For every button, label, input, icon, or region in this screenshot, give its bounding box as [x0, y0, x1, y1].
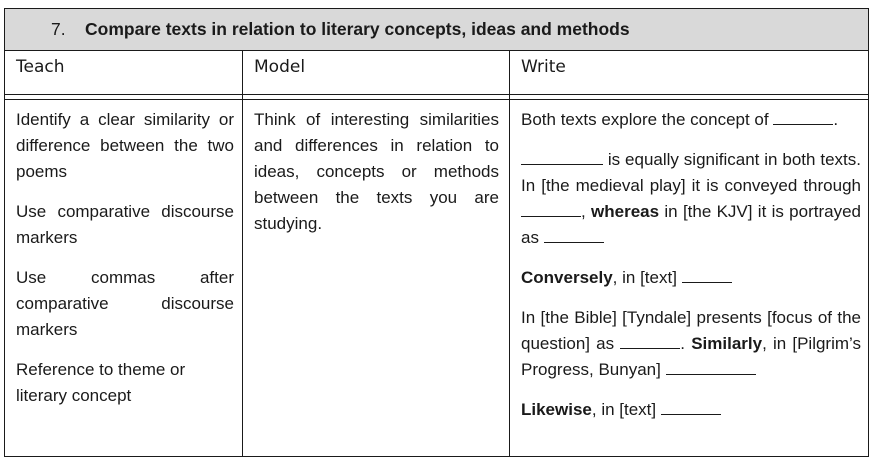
answer-blank[interactable]: [661, 398, 721, 415]
answer-blank[interactable]: [620, 332, 680, 349]
write-sentence-3: Conversely, in [text]: [521, 265, 861, 291]
section-number: 7.: [51, 19, 66, 39]
column-header-row: [5, 51, 868, 95]
column-divider: [242, 51, 243, 456]
answer-blank[interactable]: [773, 108, 833, 125]
section-title-row: [5, 9, 868, 51]
section-title: Compare texts in relation to literary concepts, ideas and methods: [85, 19, 630, 39]
worksheet-table: [4, 8, 869, 457]
teach-cell: [16, 107, 234, 423]
answer-blank[interactable]: [682, 266, 732, 283]
answer-blank[interactable]: [521, 200, 581, 217]
column-divider: [509, 51, 510, 456]
write-sentence-4: In [the Bible] [Tyndale] presents [focus of the question] as . Similarly, in [Pilgrim’s Progress, Bunyan]: [521, 308, 861, 379]
write-sentence-5: Likewise, in [text]: [521, 397, 861, 423]
answer-blank[interactable]: [544, 226, 604, 243]
teach-item: Use comparative discourse markers: [16, 202, 234, 247]
answer-blank[interactable]: [666, 358, 756, 375]
write-sentence-2: is equally significant in both texts. In [the medieval play] it is conveyed through , whereas in [the KJV] it is portrayed as: [521, 150, 861, 247]
model-text: Think of interesting similarities and differences in relation to ideas, concepts or methods between the texts you are studying.: [254, 110, 499, 233]
teach-item: Identify a clear similarity or difference between the two poems: [16, 110, 234, 181]
header-teach: Teach: [16, 57, 65, 77]
header-write: Write: [521, 57, 566, 77]
write-cell: [521, 107, 861, 437]
teach-item: Reference to theme or literary concept: [16, 360, 186, 405]
row-divider: [5, 95, 868, 100]
write-sentence-1: Both texts explore the concept of .: [521, 110, 839, 129]
header-model: Model: [254, 57, 306, 77]
answer-blank[interactable]: [521, 148, 603, 165]
teach-item: Use commas after comparative discourse markers: [16, 268, 234, 339]
model-cell: [254, 107, 499, 251]
